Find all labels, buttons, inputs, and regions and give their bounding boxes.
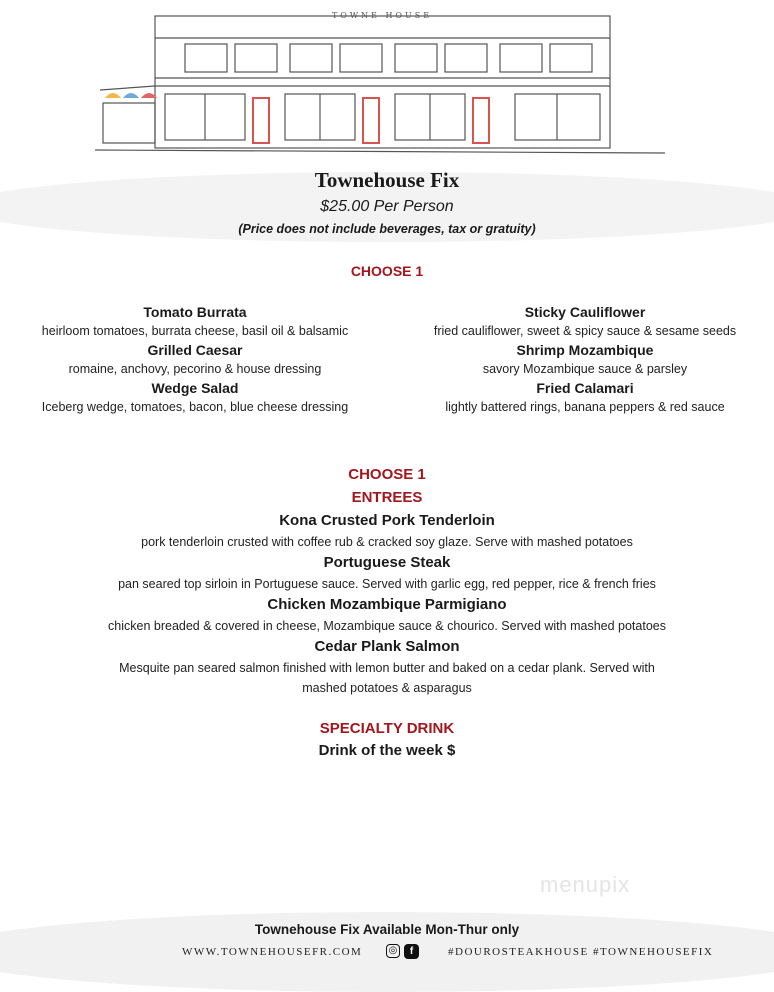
list-item	[395, 379, 774, 417]
entree-name: Portuguese Steak	[323, 554, 451, 571]
dish-description: heirloom tomatoes, burrata cheese, basil oil & balsamic	[41, 324, 349, 338]
entrees-heading: CHOOSE 1	[348, 466, 426, 483]
list-item	[5, 303, 385, 341]
list-item	[0, 636, 774, 698]
watermark: menupix	[540, 872, 631, 897]
list-item	[0, 552, 774, 594]
entree-description: pan seared top sirloin in Portuguese sauce. Served with garlic egg, red pepper, rice & french fries	[118, 577, 656, 591]
dish-description: savory Mozambique sauce & parsley	[482, 362, 688, 376]
dish-name: Tomato Burrata	[143, 304, 247, 320]
entree-description: chicken breaded & covered in cheese, Mozambique sauce & chourico. Served with mashed potatoes	[108, 619, 666, 633]
drink-heading: SPECIALTY DRINK	[319, 720, 455, 737]
list-item	[0, 510, 774, 552]
menu-title: Townehouse Fix	[314, 168, 460, 192]
entree-description-line2: mashed potatoes & asparagus	[302, 681, 472, 695]
entrees-subheading: ENTREES	[351, 489, 423, 506]
drink-name: Drink of the week $	[318, 742, 456, 759]
list-item	[395, 341, 774, 379]
dish-name: Sticky Cauliflower	[524, 304, 646, 320]
availability-note: Townehouse Fix Available Mon-Thur only	[254, 922, 520, 937]
dish-name: Shrimp Mozambique	[516, 342, 654, 358]
menu-price: $25.00 Per Person	[320, 198, 454, 215]
entree-description: Mesquite pan seared salmon finished with lemon butter and baked on a cedar plank. Served with	[119, 661, 655, 675]
entree-name: Kona Crusted Pork Tenderloin	[279, 512, 495, 529]
starters-heading: CHOOSE 1	[350, 263, 424, 279]
dish-name: Grilled Caesar	[147, 342, 243, 358]
dish-description: fried cauliflower, sweet & spicy sauce & sesame seeds	[433, 324, 737, 338]
website-link[interactable]: WWW.TOWNEHOUSEFR.COM	[182, 946, 363, 958]
list-item	[5, 341, 385, 379]
dish-description: Iceberg wedge, tomatoes, bacon, blue cheese dressing	[41, 400, 349, 414]
social-icons	[386, 944, 419, 959]
starters-right-column	[395, 303, 774, 417]
list-item	[395, 303, 774, 341]
instagram-icon[interactable]: ◎	[386, 944, 400, 958]
dish-description: romaine, anchovy, pecorino & house dressing	[68, 362, 322, 376]
list-item	[0, 594, 774, 636]
facebook-icon[interactable]: f	[404, 944, 419, 959]
entree-name: Chicken Mozambique Parmigiano	[267, 596, 507, 613]
starters-left-column	[5, 303, 385, 417]
dish-name: Fried Calamari	[536, 380, 634, 396]
building-illustration	[95, 8, 670, 158]
hashtags: #DOUROSTEAKHOUSE #TOWNEHOUSEFIX	[448, 946, 714, 958]
dish-name: Wedge Salad	[151, 380, 239, 396]
entree-description: pork tenderloin crusted with coffee rub & cracked soy glaze. Serve with mashed potatoes	[141, 535, 633, 549]
list-item	[5, 379, 385, 417]
entrees-list	[0, 510, 774, 698]
building-sign: TOWNE HOUSE	[331, 11, 433, 20]
dish-description: lightly battered rings, banana peppers & red sauce	[445, 400, 725, 414]
price-note: (Price does not include beverages, tax or gratuity)	[238, 222, 536, 236]
entree-name: Cedar Plank Salmon	[314, 638, 460, 655]
